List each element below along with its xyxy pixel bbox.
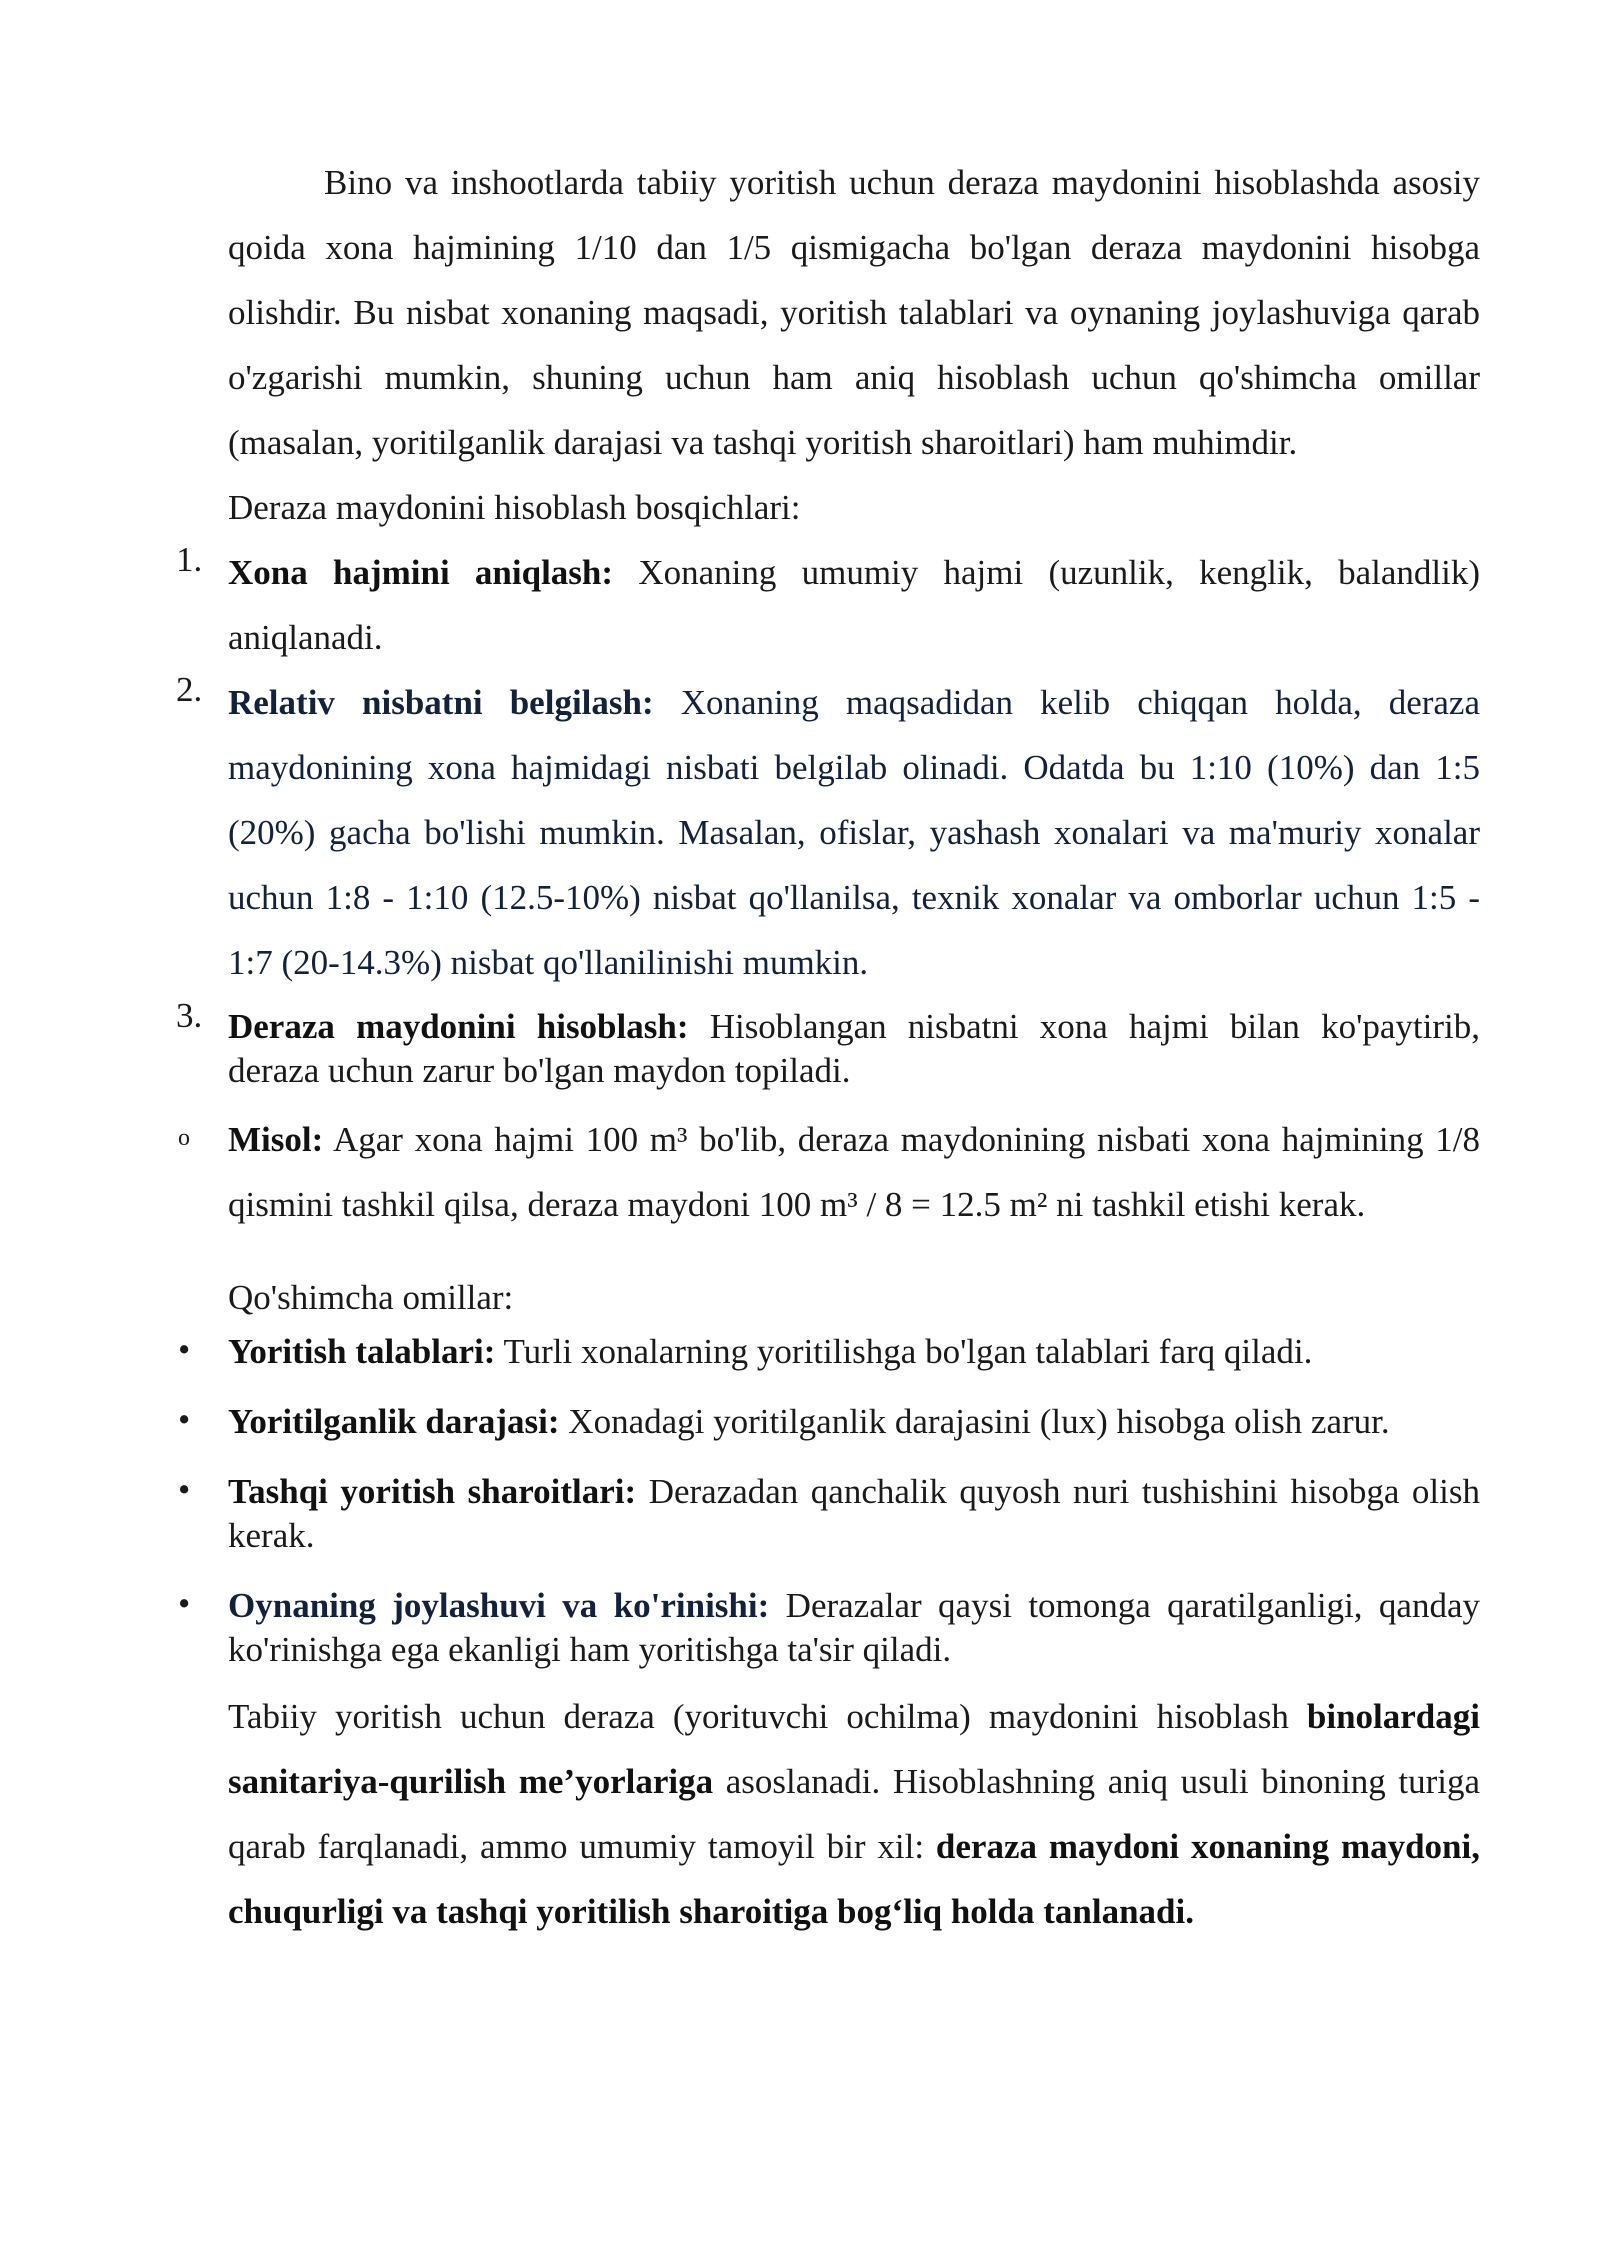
intro-paragraph: Bino va inshootlarda tabiiy yoritish uchun deraza maydonini hisoblashda asosiy qoida xona hajmining 1/10 dan 1/5 qismigacha bo'lgan deraza maydonini hisobga olishdir. Bu nisbat xonaning maqsadi, yoritish talablari va oynaning joylashuviga qarab o'zgarishi mumkin, shuning uchun ham aniq hisoblash uchun qo'shimcha omillar (masalan, yoritilganlik darajasi va tashqi yoritish sharoitlari) ham muhimdir.: [228, 163, 1480, 462]
example-title: Misol:: [228, 1120, 324, 1159]
list-number: 1.: [176, 540, 203, 579]
document-body: [176, 150, 1481, 1944]
factor-title: Yoritish talablari:: [228, 1332, 496, 1371]
step-text: Xonaning umumiy hajmi (uzunlik, kenglik, balandlik) aniqlanadi.: [228, 553, 1480, 657]
factor-text: Derazadan qanchalik quyosh nuri tushishini hisobga olish kerak.: [228, 1472, 1481, 1555]
conclusion-paragraph: [228, 1684, 1480, 1944]
factor-item-3: [178, 1470, 1481, 1558]
factor-text: Turli xonalarning yoritilishga bo'lgan talablari farq qiladi.: [503, 1332, 1313, 1371]
factor-item-2: [178, 1400, 1480, 1444]
factor-item-4: [178, 1584, 1480, 1672]
factor-title: Tashqi yoritish sharoitlari:: [228, 1472, 637, 1511]
factor-title: Yoritilganlik darajasi:: [228, 1402, 560, 1441]
factors-heading: Qo'shimcha omillar:: [228, 1278, 514, 1317]
conclusion-bold-1: binolardagi sanitariya-qurilish me’yorlariga: [228, 1697, 1480, 1801]
bullet-icon: •: [178, 1470, 191, 1509]
step-text: Xonaning maqsadidan kelib chiqqan holda, deraza maydonining xona hajmidagi nisbati belgilab olinadi. Odatda bu 1:10 (10%) dan 1:5 (20%) gacha bo'lishi mumkin. Masalan, ofislar, yashash xonalari va ma'muriy xonalar uchun 1:8 - 1:10 (12.5-10%) nisbat qo'llanilsa, texnik xonalar va omborlar uchun 1:5 - 1:7 (20-14.3%) nisbat qo'llanilinishi mumkin.: [228, 683, 1480, 982]
conclusion-text-2: asoslanadi. Hisoblashning aniq usuli binoning turiga qarab farqlanadi, ammo umumiy tamoyil bir xil:: [228, 1762, 1480, 1866]
factor-text: Derazalar qaysi tomonga qaratilganligi, qanday ko'rinishga ega ekanligi ham yoritishga ta'sir qiladi.: [228, 1586, 1480, 1669]
step-title: Deraza maydonini hisoblash:: [228, 1007, 689, 1046]
step-title: Xona hajmini aniqlash:: [228, 553, 614, 592]
factor-item-1: [178, 1330, 1480, 1374]
step-item-3: [176, 996, 1480, 1093]
circle-bullet-icon: o: [178, 1125, 190, 1151]
step-text: Hisoblangan nisbatni xona hajmi bilan ko'paytirib, deraza uchun zarur bo'lgan maydon topiladi.: [228, 1007, 1480, 1090]
conclusion-bold-2: deraza maydoni xonaning maydoni, chuqurligi va tashqi yoritilish sharoitiga bog‘liq holda tanlanadi.: [228, 1827, 1481, 1931]
example-text: Agar xona hajmi 100 m³ bo'lib, deraza maydonining nisbati xona hajmining 1/8 qismini tashkil qilsa, deraza maydoni 100 m³ / 8 = 12.5 m² ni tashkil etishi kerak.: [228, 1120, 1480, 1224]
bullet-icon: •: [178, 1330, 191, 1369]
step-title: Relativ nisbatni belgilash:: [228, 683, 654, 722]
list-number: 3.: [176, 996, 203, 1035]
steps-heading: Deraza maydonini hisoblash bosqichlari:: [228, 488, 801, 527]
list-number: 2.: [176, 670, 203, 709]
bullet-icon: •: [178, 1584, 191, 1623]
step-item-1: [176, 540, 1480, 670]
step-item-2: [176, 670, 1480, 995]
bullet-icon: •: [178, 1400, 191, 1439]
example-item: [178, 1107, 1480, 1237]
factor-text: Xonadagi yoritilganlik darajasini (lux) hisobga olish zarur.: [568, 1402, 1390, 1441]
conclusion-text-1: Tabiiy yoritish uchun deraza (yorituvchi ochilma) maydonini hisoblash: [228, 1697, 1307, 1736]
factor-title: Oynaning joylashuvi va ko'rinishi:: [228, 1586, 770, 1625]
